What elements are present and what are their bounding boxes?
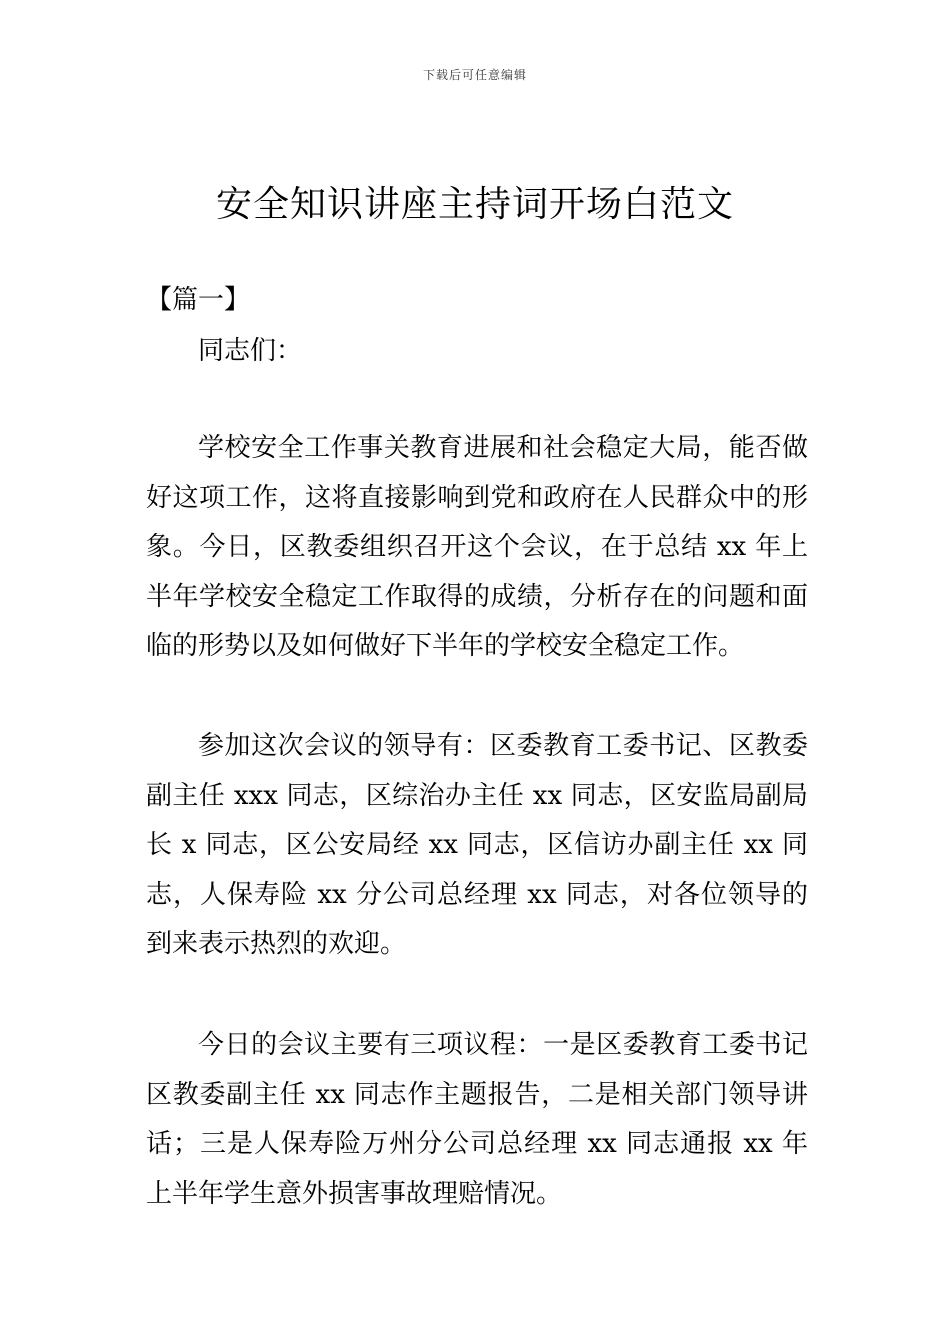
paragraph: 参加这次会议的领导有：区委教育工委书记、区教委副主任 xxx 同志，区综治办主任 xx 同志，区安监局副局长 x 同志，区公安局经 xx 同志，区信访办副主任 xx 同志，人保寿险 xx 分公司总经理 xx 同志，对各位领导的到来表示热烈的欢迎。 (146, 731, 808, 960)
document-title: 安全知识讲座主持词开场白范文 (215, 184, 734, 225)
greeting: 同志们： (198, 336, 303, 366)
header-note: 下载后可任意编辑 (422, 68, 527, 82)
section-label: 【篇一】 (146, 285, 251, 315)
paragraph: 学校安全工作事关教育进展和社会稳定大局，能否做好这项工作，这将直接影响到党和政府在人民群众中的形象。今日，区教委组织召开这个会议，在于总结 xx 年上半年学校安全稳定工作取得的成绩，分析存在的问题和面临的形势以及如何做好下半年的学校安全稳定工作。 (146, 433, 808, 662)
paragraph: 今日的会议主要有三项议程：一是区委教育工委书记区教委副主任 xx 同志作主题报告，二是相关部门领导讲话；三是人保寿险万州分公司总经理 xx 同志通报 xx 年上半年学生意外损害事故理赔情况。 (146, 1030, 808, 1209)
